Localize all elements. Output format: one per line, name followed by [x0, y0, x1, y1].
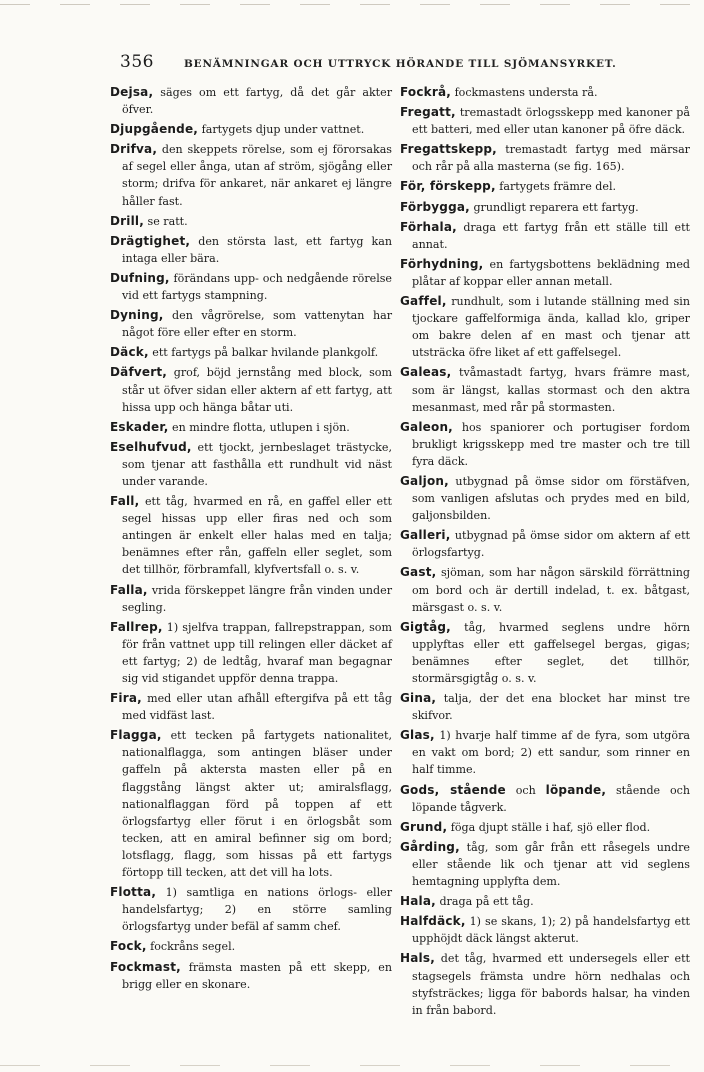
- entry-term: Drill,: [110, 213, 144, 228]
- entry-definition: fartygets djup under vattnet.: [201, 123, 365, 137]
- entry-definition: det tåg, hvarmed ett undersegels eller ett stagsegels främsta undre hörn nedhalas och styfsträckes; ligga för babords halsar, ha vinden in från babord.: [412, 952, 690, 1017]
- entry-term: Förhala,: [400, 219, 457, 234]
- entry-term: Eselhufvud,: [110, 439, 192, 454]
- glossary-entry: [110, 233, 392, 267]
- glossary-entry: [400, 178, 690, 195]
- glossary-entry: [400, 473, 690, 524]
- entry-definition: den skeppets rörelse, som ej förorsakas af segel eller ånga, utan af ström, sjögång eller storm; drifva för ankaret, när ankaret ej längre håller fast.: [122, 143, 392, 208]
- entry-term: Galjon,: [400, 473, 449, 488]
- entry-term: Gina,: [400, 691, 437, 706]
- entry-definition: grof, böjd jernstång med block, som står ut öfver sidan eller aktern af ett fartyg, att hissa upp och hänga båtar uti.: [122, 366, 393, 414]
- entry-term: Fallrep,: [110, 619, 163, 634]
- entry-term: Förbygga,: [400, 199, 470, 214]
- glossary-entry: [400, 364, 690, 415]
- entry-term: Glas,: [400, 728, 435, 743]
- entry-term: Förhydning,: [400, 256, 484, 271]
- entry-definition: draga på ett tåg.: [439, 895, 534, 909]
- entry-definition: ett tecken på fartygets nationalitet, nationalflagga, som antingen bläser under gaffeln på aktersta masten eller på en flaggstång längst akter ut; amiralsflagg, nationalflaggan förd på toppen af ett örlogsfartyg eller förut i en örlogsbåt som tecken, att en amiral befinner sig om bord; lotsflagg, flagg, som hissas på ett fartygs förtopp till tecken, att det vill ha lots.: [122, 729, 392, 880]
- entry-term: Fregatt,: [400, 105, 456, 120]
- entry-definition: utbygnad på ömse sidor om förstäfven, som vanligen afslutas och prydes med en bild, galjonsbilden.: [412, 474, 690, 523]
- entry-term: För, förskepp,: [400, 179, 496, 194]
- glossary-entry: [110, 959, 392, 993]
- entry-definition: förändans upp- och nedgående rörelse vid ett fartygs stampning.: [122, 271, 392, 303]
- running-title: BENÄMNINGAR OCH UTTRYCK HÖRANDE TILL SJÖMANSYRKET.: [183, 58, 617, 70]
- entry-definition: tremastadt fartyg med märsar och rår på alla masterna (se fig. 165).: [412, 143, 690, 174]
- entry-definition: vrida förskeppet längre från vinden under segling.: [122, 583, 392, 614]
- right-column: [400, 84, 690, 1022]
- entry-definition: främsta masten på ett skepp, en brigg eller en skonare.: [122, 960, 392, 991]
- entry-term: Gårding,: [400, 839, 460, 854]
- glossary-entry: [400, 219, 690, 253]
- glossary-entry: [400, 419, 690, 470]
- entry-definition: fockmastens understa rå.: [454, 86, 598, 99]
- entry-term: Hals,: [400, 951, 435, 966]
- entry-definition: 1) hvarje half timme af de fyra, som utgöra en vakt om bord; 2) ett sandur, som rinner en half timme.: [412, 729, 691, 777]
- glossary-entry: [110, 307, 392, 341]
- glossary-entry: [110, 690, 392, 724]
- glossary-entry: [110, 439, 392, 490]
- entry-term: Halfdäck,: [400, 914, 466, 929]
- entry-term: Falla,: [110, 582, 148, 597]
- top-edge-rule: [0, 4, 704, 5]
- glossary-entry: [110, 619, 392, 687]
- entry-term: Gods, stående: [400, 782, 506, 797]
- glossary-entry: [400, 104, 690, 138]
- glossary-entry: [400, 727, 690, 778]
- entry-definition: den vågrörelse, som vattenytan har något före eller efter en storm.: [122, 309, 393, 340]
- entry-term: Fall,: [110, 494, 140, 509]
- entry-definition: 1) se skans, 1); 2) på handelsfartyg ett upphöjdt däck längst akterut.: [412, 915, 690, 946]
- glossary-entry: [110, 582, 392, 616]
- glossary-entry: [400, 527, 690, 561]
- entry-definition: stående och löpande tågverk.: [412, 783, 691, 814]
- glossary-entry: [110, 727, 392, 881]
- glossary-entry: [400, 256, 690, 290]
- glossary-entry: [400, 913, 690, 947]
- entry-definition: tvåmastadt fartyg, hvars främre mast, som är längst, kallas stormast och den aktra mesanmast, med rår på stormasten.: [412, 366, 690, 414]
- glossary-entry: [400, 293, 690, 361]
- entry-term: Flotta,: [110, 885, 157, 900]
- glossary-entry: [400, 199, 690, 216]
- glossary-entry: [400, 839, 690, 890]
- entry-definition: hos spaniorer och portugiser fordom brukligt krigsskepp med tre master och tre till fyra däck.: [412, 420, 690, 468]
- glossary-entry: [400, 950, 690, 1018]
- entry-definition: föga djupt ställe i haf, sjö eller flod.: [450, 820, 651, 834]
- entry-definition: rundhult, som i lutande ställning med sin tjockare gaffelformiga ända, kallad klo, griper om bakre delen af en mast och tjenar att utsträcka öfre liket af ett gaffelsegel.: [412, 295, 690, 360]
- glossary-entry: [400, 564, 690, 615]
- entry-term-second: löpande,: [545, 782, 607, 797]
- glossary-entry: [110, 364, 392, 415]
- glossary-entry: [110, 270, 392, 304]
- entry-term: Drägtighet,: [110, 233, 191, 248]
- entry-term: Dyning,: [110, 308, 164, 323]
- entry-term: Galleri,: [400, 528, 451, 543]
- entry-definition: fartygets främre del.: [499, 180, 617, 194]
- entry-definition: säges om ett fartyg, då det går akter öfver.: [122, 86, 393, 117]
- entry-term: Galeas,: [400, 365, 452, 380]
- entry-term: Gigtåg,: [400, 619, 451, 634]
- glossary-entry: [110, 213, 392, 230]
- entry-definition: talja, der det ena blocket har minst tre skifvor.: [412, 692, 691, 723]
- entry-definition: sjöman, som har någon särskild förrättning om bord och är dertill indelad, t. ex. båtgast, märsgast o. s. v.: [412, 566, 690, 614]
- glossary-entry: [400, 690, 690, 724]
- glossary-entry: [110, 84, 392, 118]
- entry-term: Djupgående,: [110, 122, 199, 137]
- glossary-entry: [110, 493, 392, 578]
- page-number: 356: [120, 52, 154, 72]
- entry-term: Gast,: [400, 565, 437, 580]
- bottom-edge-rule: [0, 1065, 704, 1066]
- entry-term: Fockmast,: [110, 959, 181, 974]
- entry-definition: ett tåg, hvarmed en rå, en gaffel eller ett segel hissas upp eller firas ned och som antingen är enkelt eller halas med en talja; benämnes efter rån, gaffeln eller seglet, som det tillhör, förbramfall, klyfvertsfall o. s. v.: [122, 495, 392, 577]
- entry-term: Grund,: [400, 819, 448, 834]
- entry-term: Dejsa,: [110, 85, 154, 99]
- glossary-entry: [400, 141, 690, 175]
- entry-term: Flagga,: [110, 728, 162, 743]
- entry-definition: 1) sjelfva trappan, fallrepstrappan, som för från vattnet upp till relingen eller däcket af ett fartyg; 2) de ledtåg, hvaraf man begagnar sig vid stigandet uppför denna trappa.: [122, 620, 393, 685]
- glossary-entry: [110, 344, 392, 361]
- entry-definition: en mindre flotta, utlupen i sjön.: [172, 420, 350, 434]
- glossary-entry: [110, 938, 392, 955]
- left-column: [110, 84, 392, 996]
- glossary-entry: [110, 141, 392, 209]
- entry-definition: tremastadt örlogsskepp med kanoner på ett batteri, med eller utan kanoner på öfre däck.: [412, 106, 690, 137]
- entry-definition: utbygnad på ömse sidor om aktern af ett örlogsfartyg.: [412, 529, 690, 560]
- entry-term: Hala,: [400, 894, 436, 909]
- entry-term: Drifva,: [110, 142, 158, 157]
- entry-term: Gaffel,: [400, 294, 447, 309]
- entry-definition: fockråns segel.: [150, 940, 236, 954]
- entry-definition: se ratt.: [147, 214, 188, 228]
- entry-term: Eskader,: [110, 419, 169, 434]
- glossary-entry: [400, 84, 690, 101]
- glossary-entry: [400, 819, 690, 836]
- entry-term: Fock,: [110, 939, 147, 954]
- glossary-entry: [110, 419, 392, 436]
- entry-term: Däck,: [110, 345, 149, 360]
- entry-term: Galeon,: [400, 419, 453, 434]
- glossary-entry: [110, 121, 392, 138]
- entry-definition: den största last, ett fartyg kan intaga eller bära.: [122, 234, 392, 265]
- entry-term: Dufning,: [110, 270, 170, 285]
- entry-definition: 1) samtliga en nations örlogs- eller handelsfartyg; 2) en större samling örlogsfartyg under befäl af samm chef.: [122, 886, 393, 934]
- entry-term: Fockrå,: [400, 85, 452, 99]
- page-header: [120, 52, 690, 72]
- entry-term: Fira,: [110, 691, 142, 706]
- glossary-entry: [400, 782, 690, 816]
- entry-term: Fregattskepp,: [400, 142, 497, 157]
- entry-definition: ett tjockt, jernbeslaget trästycke, som tjenar att fasthålla ett rundhult vid näst under varande.: [122, 440, 392, 488]
- glossary-entry: [110, 884, 392, 935]
- entry-definition: tåg, som går från ett råsegels undre eller stående lik och tjenar att vid seglens hemtagning upplyfta dem.: [412, 840, 690, 889]
- entry-definition: ett fartygs på balkar hvilande plankgolf.: [152, 346, 379, 360]
- entry-definition: en fartygsbottens beklädning med plåtar af koppar eller annan metall.: [412, 257, 690, 288]
- entry-term: Däfvert,: [110, 365, 168, 380]
- entry-definition: draga ett fartyg från ett ställe till ett annat.: [412, 220, 690, 251]
- glossary-entry: [400, 619, 690, 687]
- glossary-entry: [400, 893, 690, 910]
- entry-definition: med eller utan afhåll eftergifva på ett tåg med vidfäst last.: [122, 692, 393, 723]
- entry-definition: grundligt reparera ett fartyg.: [473, 200, 639, 214]
- entry-term-conjunction: och: [515, 783, 536, 797]
- entry-definition: tåg, hvarmed seglens undre hörn upplyftas eller ett gaffelsegel bergas, gigas; benämnes efter seglet, det tillhör, stormärsgigtåg o. s. v.: [412, 620, 690, 685]
